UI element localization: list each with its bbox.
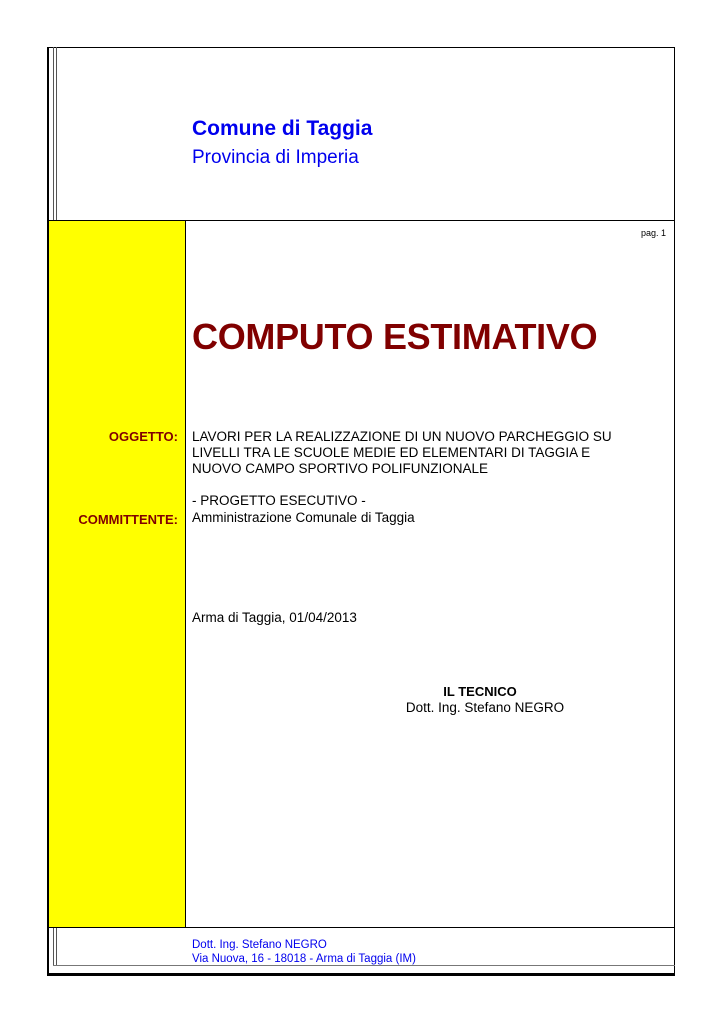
municipality-title: Comune di Taggia [192,117,373,140]
footer-line-name: Dott. Ing. Stefano NEGRO [192,939,327,951]
yellow-label-column [49,221,185,927]
committente-text: Amministrazione Comunale di Taggia [192,510,415,525]
province-subtitle: Provincia di Imperia [192,147,359,168]
footer-separator [47,927,675,928]
page-number: pag. 1 [640,228,666,238]
column-separator [185,221,186,927]
oggetto-line: LIVELLI TRA LE SCUOLE MEDIE ED ELEMENTARI DI TAGGIA E [192,445,591,460]
committente-label: COMMITTENTE: [78,512,178,527]
oggetto-line: LAVORI PER LA REALIZZAZIONE DI UN NUOVO PARCHEGGIO SU [192,429,612,444]
frame-top-border [47,47,675,48]
footer-left-inner-line [53,928,54,965]
frame-left-inner-line [56,47,57,220]
signature-name: Dott. Ing. Stefano NEGRO [405,700,565,715]
footer-left-inner-line [56,928,57,965]
place-date: Arma di Taggia, 01/04/2013 [192,610,357,625]
oggetto-line: NUOVO CAMPO SPORTIVO POLIFUNZIONALE [192,461,489,476]
frame-right-border [674,47,675,976]
oggetto-text [192,429,662,477]
oggetto-label: OGGETTO: [108,429,178,444]
project-phase: - PROGETTO ESECUTIVO - [192,493,366,508]
frame-left-inner-line [53,47,54,220]
document-title: COMPUTO ESTIMATIVO [192,316,598,357]
footer-line-address: Via Nuova, 16 - 18018 - Arma di Taggia (IM) [192,953,416,965]
signature-role: IL TECNICO [443,684,517,699]
footer-address [192,938,416,966]
frame-bottom-border [47,973,675,976]
